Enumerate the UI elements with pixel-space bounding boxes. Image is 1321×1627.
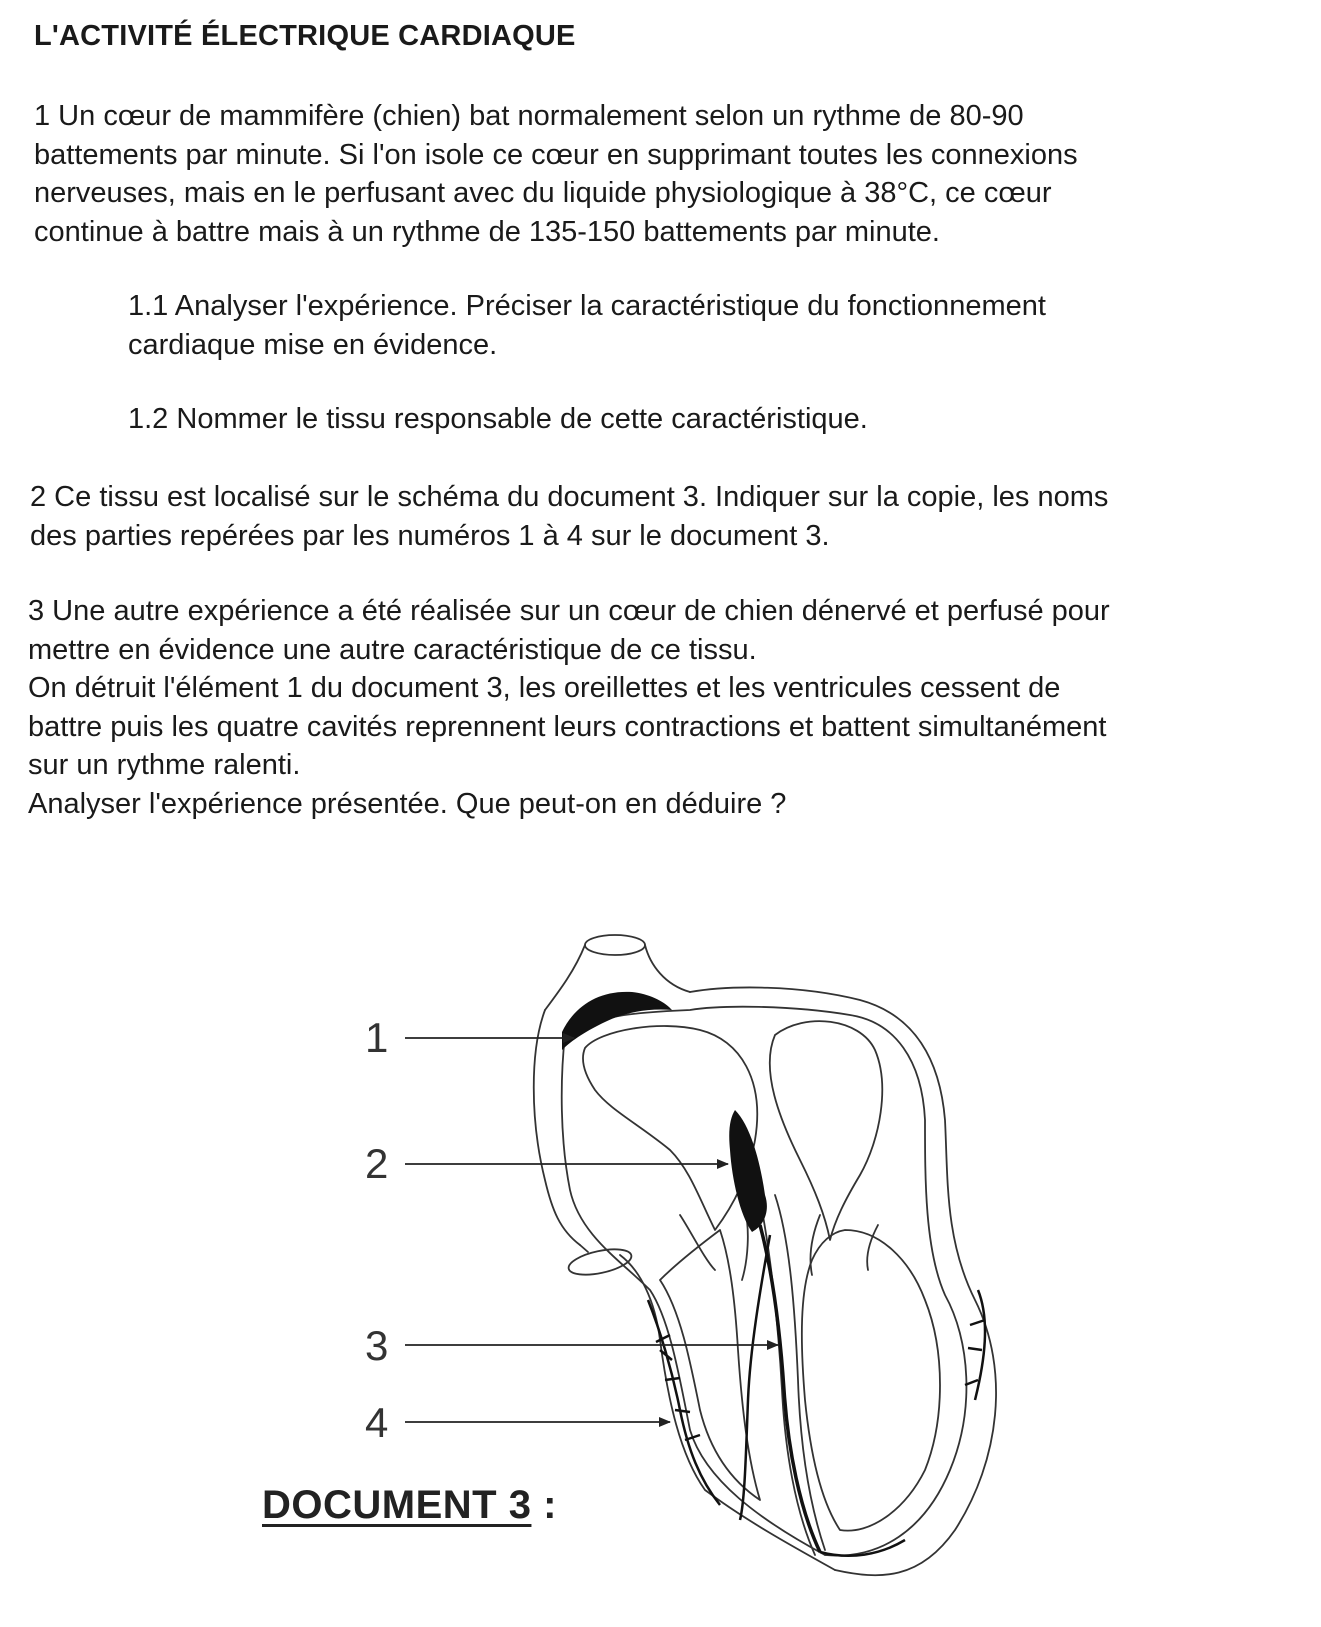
text-line: 1.2 Nommer le tissu responsable de cette caractéristique. — [128, 403, 868, 435]
text-line: battre puis les quatre cavités reprennent leurs contractions et battent simultanément — [28, 710, 1107, 743]
label-1: 1 — [365, 1014, 389, 1061]
text-line: sur un rythme ralenti. — [28, 749, 301, 781]
text-line: battements par minute. Si l'on isole ce cœur en supprimant toutes les connexions — [34, 138, 1078, 171]
text-line: cardiaque mise en évidence. — [128, 328, 498, 361]
text-line: continue à battre mais à un rythme de 135-150 battements par minute. — [34, 215, 940, 248]
text-line: 1 Un cœur de mammifère (chien) bat normalement selon un rythme de 80-90 — [34, 100, 1024, 132]
sinoatrial-node — [562, 992, 672, 1050]
document-label-text: DOCUMENT 3 — [262, 1483, 532, 1527]
heart-outline — [534, 935, 996, 1575]
page-title: L'ACTIVITÉ ÉLECTRIQUE CARDIAQUE — [34, 20, 576, 52]
atrioventricular-node — [729, 1110, 767, 1232]
text-line: On détruit l'élément 1 du document 3, les oreillettes et les ventricules cessent de — [28, 672, 1061, 704]
diagram-labels — [365, 1014, 388, 1446]
label-3: 3 — [365, 1322, 389, 1369]
text-line: mettre en évidence une autre caractéristique de ce tissu. — [28, 633, 757, 666]
label-2: 2 — [365, 1140, 389, 1187]
text-line: 3 Une autre expérience a été réalisée sur un cœur de chien dénervé et perfusé pour — [28, 595, 1110, 627]
conduction-system — [562, 992, 985, 1556]
label-arrows — [405, 1038, 778, 1422]
purkinje-fibers-right — [820, 1290, 985, 1556]
document-label-suffix: : — [531, 1483, 557, 1527]
text-line: nerveuses, mais en le perfusant avec du liquide physiologique à 38°C, ce cœur — [34, 177, 1052, 209]
text-line: des parties repérées par les numéros 1 à 4 sur le document 3. — [30, 519, 830, 552]
text-line: 1.1 Analyser l'expérience. Préciser la caractéristique du fonctionnement — [128, 290, 1046, 322]
document-label — [262, 1483, 557, 1528]
text-line: 2 Ce tissu est localisé sur le schéma du document 3. Indiquer sur la copie, les noms — [30, 481, 1109, 513]
label-4: 4 — [365, 1399, 389, 1446]
text-line: Analyser l'expérience présentée. Que peut-on en déduire ? — [28, 787, 787, 820]
